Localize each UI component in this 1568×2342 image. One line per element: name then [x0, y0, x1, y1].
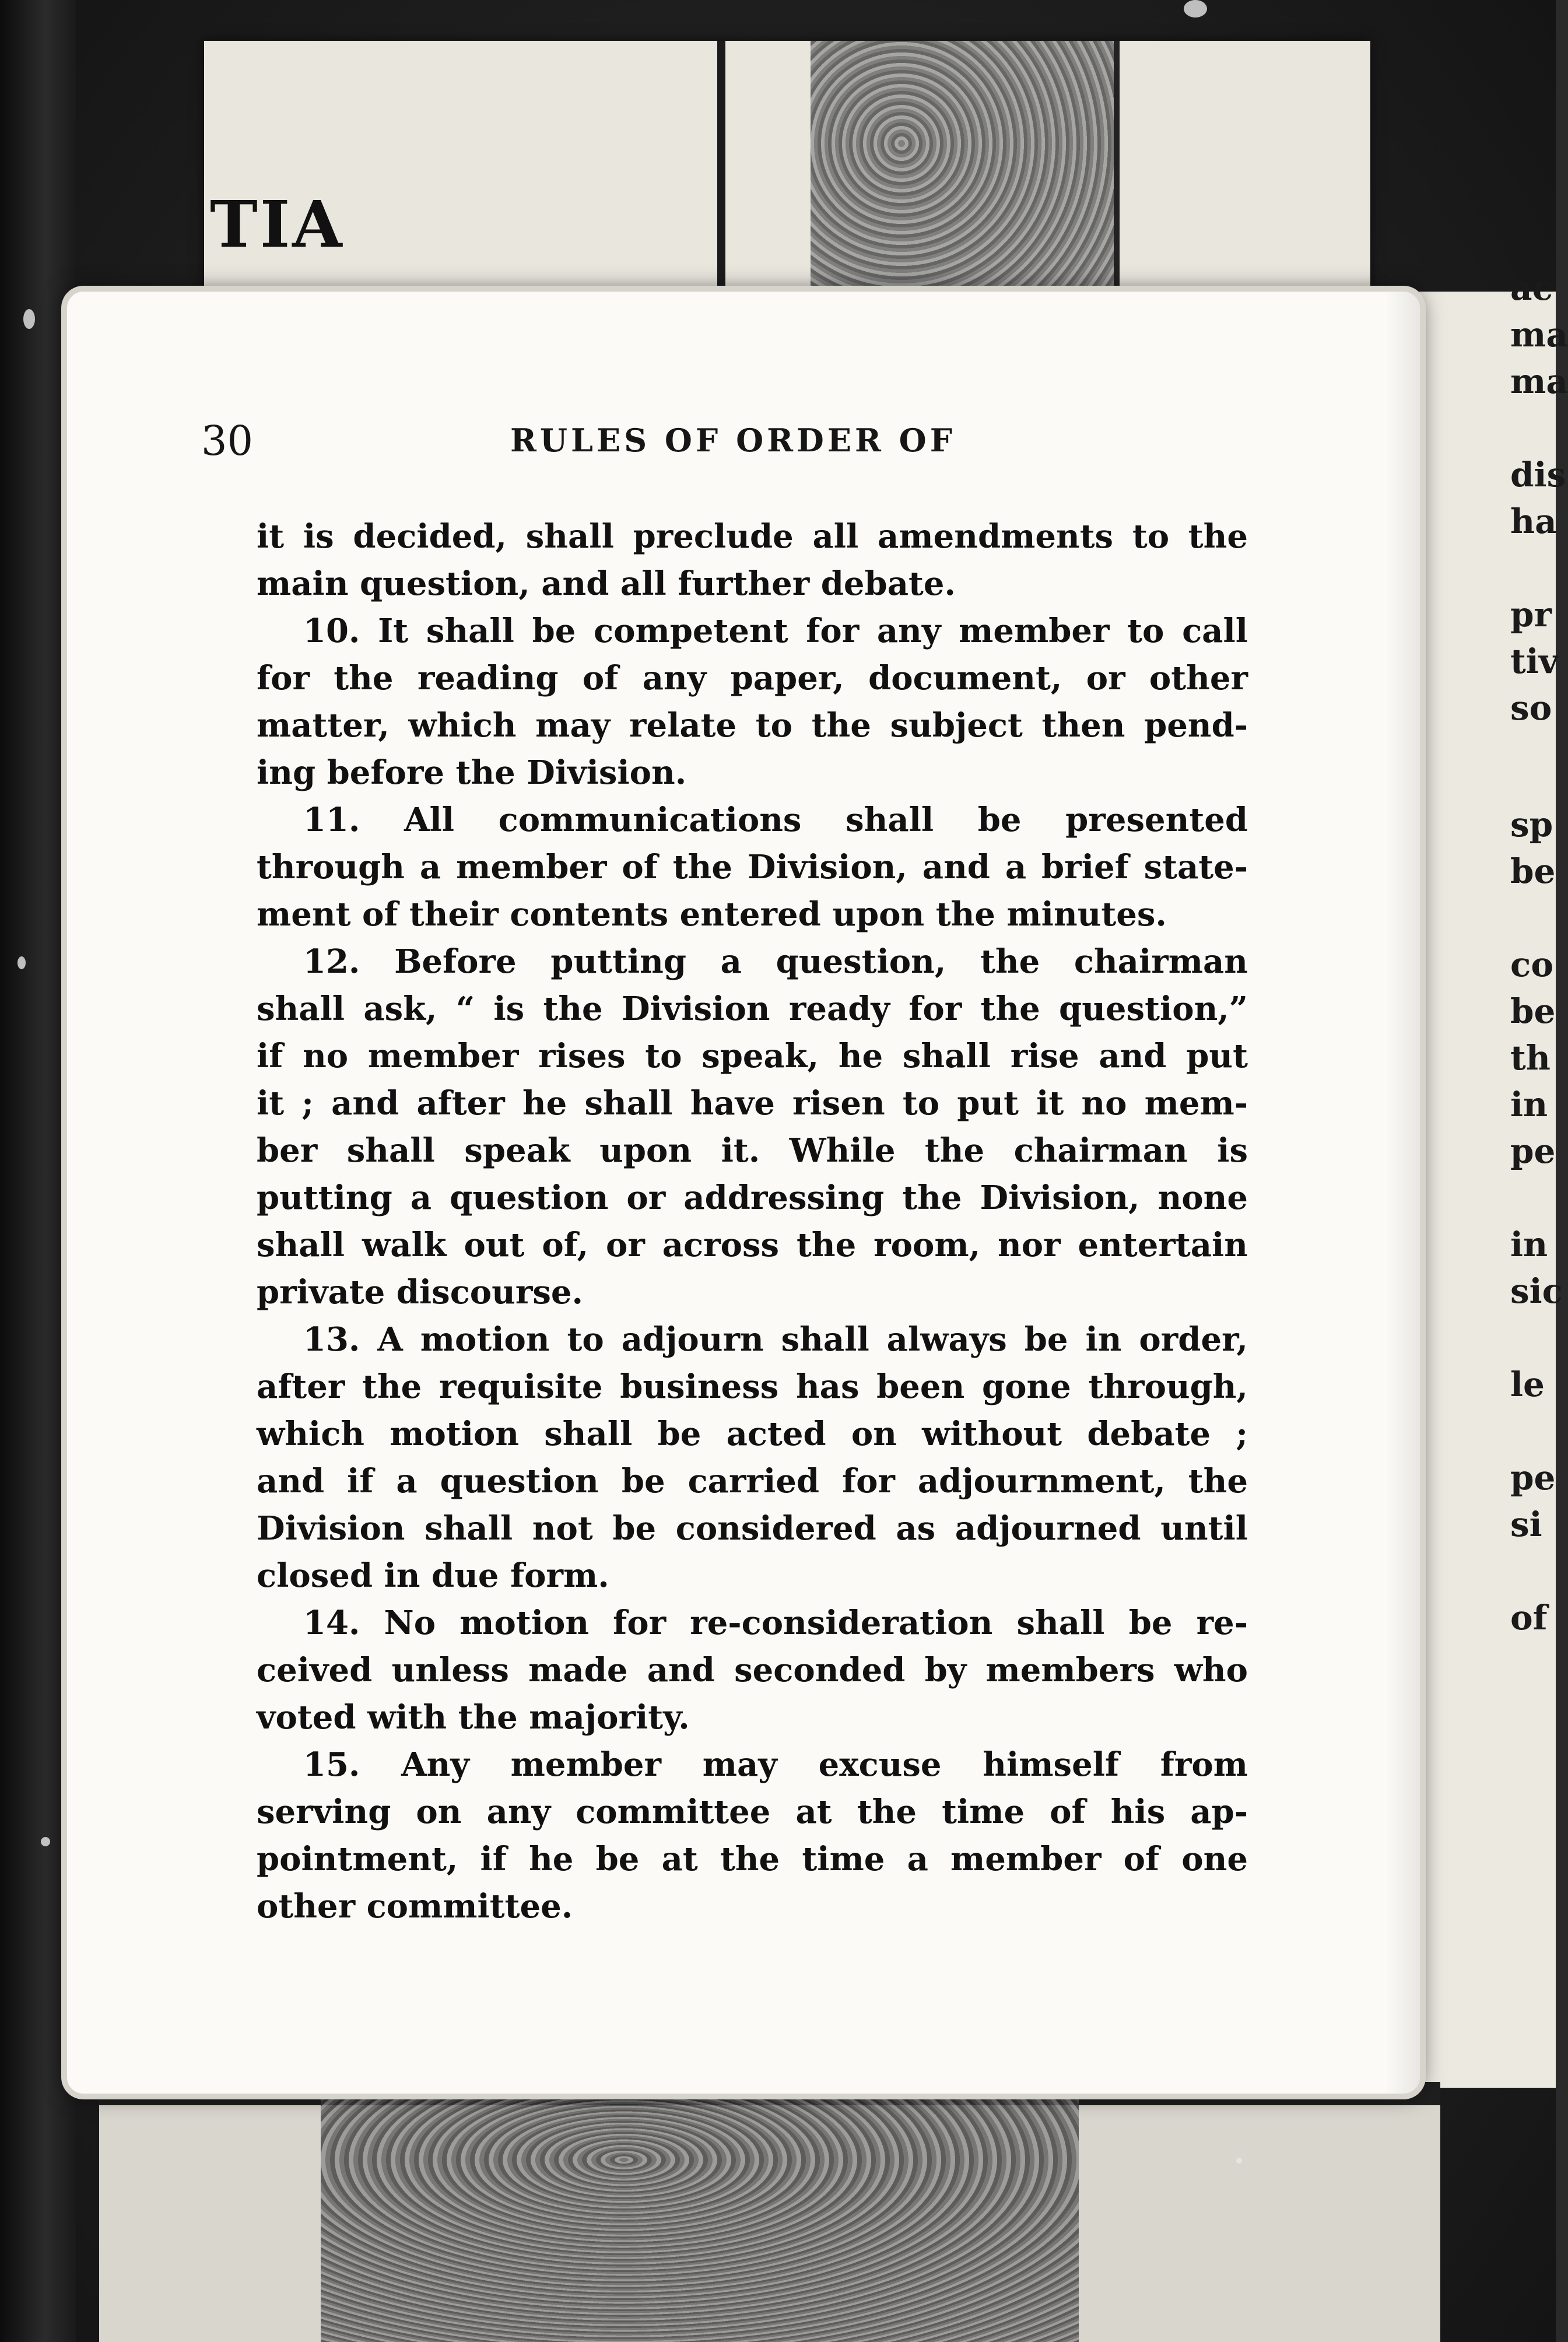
page-gutter-shadow: [1385, 292, 1420, 2094]
neighbor-page-fragment: ha: [1510, 502, 1557, 541]
running-head: [201, 417, 1251, 469]
neighbor-page-fragment: tiv: [1510, 641, 1559, 681]
running-head-title: RULES OF ORDER OF: [510, 422, 956, 459]
scan-speck: [1236, 2158, 1242, 2164]
text-line: ment of their contents entered upon the minutes.: [257, 895, 1167, 934]
text-line: ing before the Division.: [257, 753, 687, 792]
text-line: which motion shall be acted on without debate ;: [257, 1415, 1248, 1453]
scan-speck: [23, 309, 35, 329]
text-line: shall walk out of, or across the room, nor entertain: [257, 1226, 1248, 1264]
text-line: main question, and all further debate.: [257, 565, 956, 603]
top-heading-fragment: TIA: [210, 187, 345, 262]
neighbor-page-fragment: sp: [1510, 805, 1553, 844]
neighbor-page-fragment: pe: [1510, 1131, 1556, 1171]
scan-speck: [17, 956, 26, 969]
neighbor-page-fragment: ma: [1510, 362, 1568, 401]
text-line: putting a question or addressing the Division, none: [257, 1179, 1248, 1217]
text-line: shall ask, “ is the Division ready for the question,”: [257, 990, 1248, 1028]
page-divider: [717, 41, 725, 297]
neighbor-page-fragment: pr: [1510, 595, 1552, 634]
neighbor-page-fragment: ac: [1510, 268, 1553, 308]
text-line: private discourse.: [257, 1273, 584, 1312]
text-line: it is decided, shall preclude all amendments to the: [257, 517, 1248, 556]
neighbor-page-fragment: ma: [1510, 315, 1568, 355]
neighbor-page-fragment: in: [1510, 1225, 1548, 1264]
text-line: closed in due form.: [257, 1556, 609, 1595]
text-line: other committee.: [257, 1887, 573, 1926]
text-line: ber shall speak upon it. While the chairman is: [257, 1131, 1248, 1170]
text-line: and if a question be carried for adjournment, the: [257, 1462, 1248, 1500]
text-line: matter, which may relate to the subject then pend-: [257, 706, 1248, 745]
following-page-bleed: [99, 2082, 1440, 2342]
page-number: 30: [201, 417, 254, 465]
text-line: 13. A motion to adjourn shall always be in order,: [303, 1320, 1248, 1359]
neighbor-page-fragment: le: [1510, 1365, 1545, 1404]
text-line: if no member rises to speak, he shall rise and put: [257, 1037, 1248, 1075]
text-line: pointment, if he be at the time a member of one: [257, 1840, 1248, 1878]
neighbor-page-fragment: sic: [1510, 1271, 1563, 1311]
text-line: serving on any committee at the time of his ap-: [257, 1793, 1248, 1831]
engraving-illustration: [811, 41, 1114, 297]
text-line: for the reading of any paper, document, or other: [257, 659, 1248, 697]
page-body-text: [257, 513, 1248, 1930]
text-line: Division shall not be considered as adjourned until: [257, 1509, 1248, 1548]
neighbor-page-fragment: of: [1510, 1598, 1548, 1638]
text-line: it ; and after he shall have risen to put it no mem-: [257, 1084, 1248, 1123]
page-divider: [1114, 41, 1120, 297]
neighbor-page-fragment: th: [1510, 1038, 1551, 1078]
neighbor-page-fragment: co: [1510, 945, 1554, 984]
engraving-illustration: [321, 2082, 1079, 2342]
text-line: ceived unless made and seconded by members who: [257, 1651, 1248, 1689]
text-line: 14. No motion for re-consideration shall be re-: [303, 1604, 1248, 1642]
scan-speck: [41, 1837, 50, 1846]
text-line: 15. Any member may excuse himself from: [303, 1745, 1248, 1784]
neighbor-page-fragment: be: [1510, 991, 1556, 1031]
text-line: 10. It shall be competent for any member to call: [303, 612, 1248, 650]
text-line: after the requisite business has been gone through,: [257, 1368, 1248, 1406]
text-line: through a member of the Division, and a brief state-: [257, 848, 1248, 886]
neighbor-page-fragment: so: [1510, 688, 1552, 728]
scan-left-edge: [0, 0, 76, 2342]
neighbor-page-fragment: be: [1510, 851, 1556, 891]
text-line: 12. Before putting a question, the chairman: [303, 942, 1248, 981]
scan-speck: [1184, 0, 1207, 17]
text-line: 11. All communications shall be presented: [303, 801, 1248, 839]
neighbor-page-fragment: pe: [1510, 1458, 1556, 1498]
text-line: voted with the majority.: [257, 1698, 690, 1737]
neighbor-page-fragment: si: [1510, 1505, 1542, 1544]
next-page-edge: [1399, 268, 1568, 2088]
neighbor-page-fragment: in: [1510, 1085, 1548, 1124]
previous-page-bleed: [204, 41, 1370, 297]
neighbor-page-fragment: dis: [1510, 455, 1566, 495]
